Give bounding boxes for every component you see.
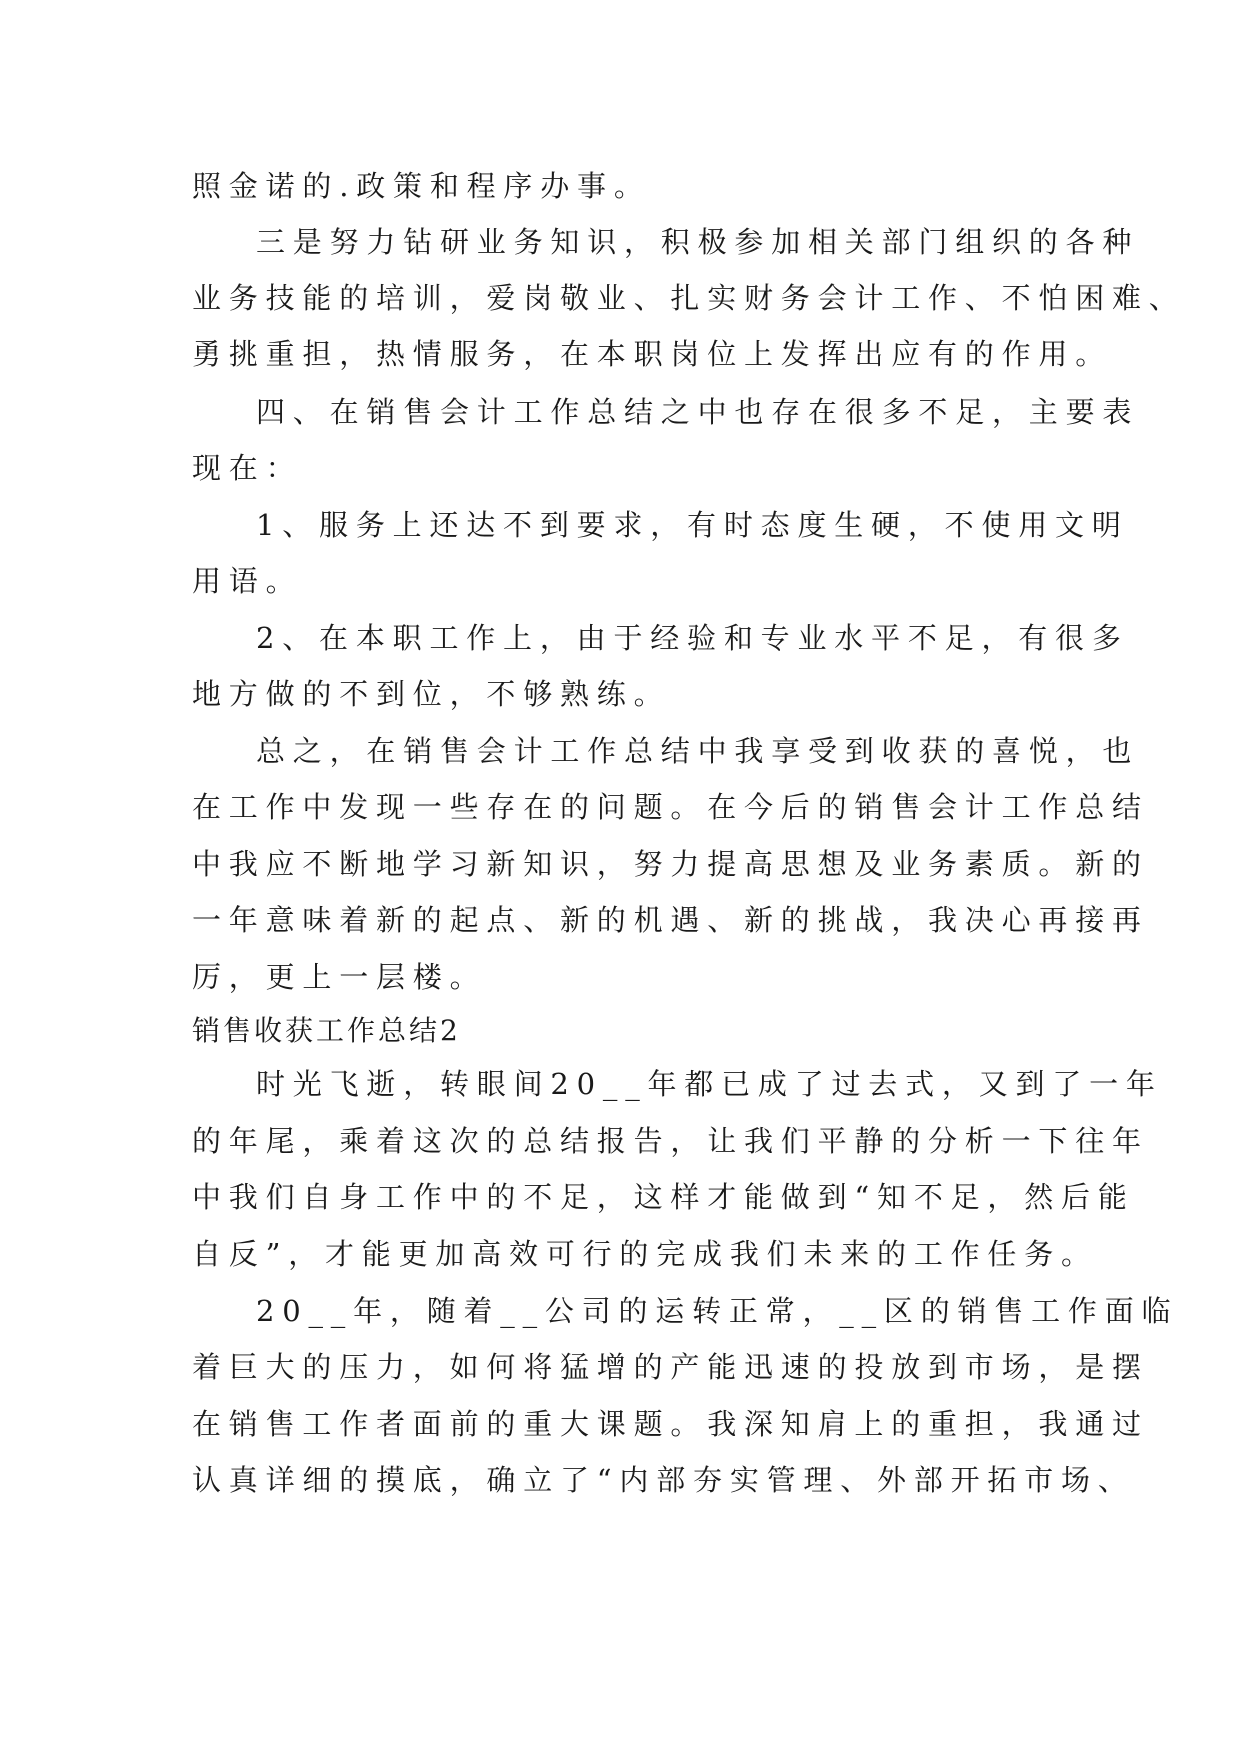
text-line: 四、在销售会计工作总结之中也存在很多不足，主要表 [256, 395, 1140, 429]
text-line: 认真详细的摸底，确立了“内部夯实管理、外部开拓市场、 [192, 1463, 1135, 1497]
text-line: 在工作中发现一些存在的问题。在今后的销售会计工作总结 [192, 790, 1149, 824]
text-line: 时光飞逝，转眼间20__年都已成了过去式，又到了一年 [256, 1067, 1163, 1101]
text-line: 2、在本职工作上，由于经验和专业水平不足，有很多 [256, 621, 1129, 655]
text-line: 一年意味着新的起点、新的机遇、新的挑战，我决心再接再 [192, 903, 1149, 937]
text-line: 的年尾，乘着这次的总结报告，让我们平静的分析一下往年 [192, 1124, 1149, 1158]
text-line: 在销售工作者面前的重大课题。我深知肩上的重担，我通过 [192, 1407, 1149, 1441]
text-line: 总之，在销售会计工作总结中我享受到收获的喜悦，也 [256, 734, 1140, 768]
text-line: 照金诺的.政策和程序办事。 [192, 169, 651, 203]
text-line: 用语。 [192, 564, 303, 598]
section-heading: 销售收获工作总结2 [192, 1014, 461, 1047]
text-line: 业务技能的培训，爱岗敬业、扎实财务会计工作、不怕困难、 [192, 281, 1186, 315]
text-line: 厉，更上一层楼。 [192, 960, 487, 994]
text-line: 自反”，才能更加高效可行的完成我们未来的工作任务。 [192, 1237, 1098, 1271]
text-line: 1、服务上还达不到要求，有时态度生硬，不使用文明 [256, 508, 1129, 542]
text-line: 中我应不断地学习新知识，努力提高思想及业务素质。新的 [192, 847, 1149, 881]
text-line: 地方做的不到位，不够熟练。 [192, 677, 671, 711]
text-line: 勇挑重担，热情服务，在本职岗位上发挥出应有的作用。 [192, 337, 1113, 371]
text-line: 中我们自身工作中的不足，这样才能做到“知不足，然后能 [192, 1180, 1135, 1214]
text-line: 着巨大的压力，如何将猛增的产能迅速的投放到市场，是摆 [192, 1350, 1149, 1384]
text-line: 现在： [192, 451, 303, 485]
text-line: 三是努力钻研业务知识，积极参加相关部门组织的各种 [256, 225, 1140, 259]
text-line: 20__年，随着__公司的运转正常，__区的销售工作面临 [256, 1294, 1179, 1328]
